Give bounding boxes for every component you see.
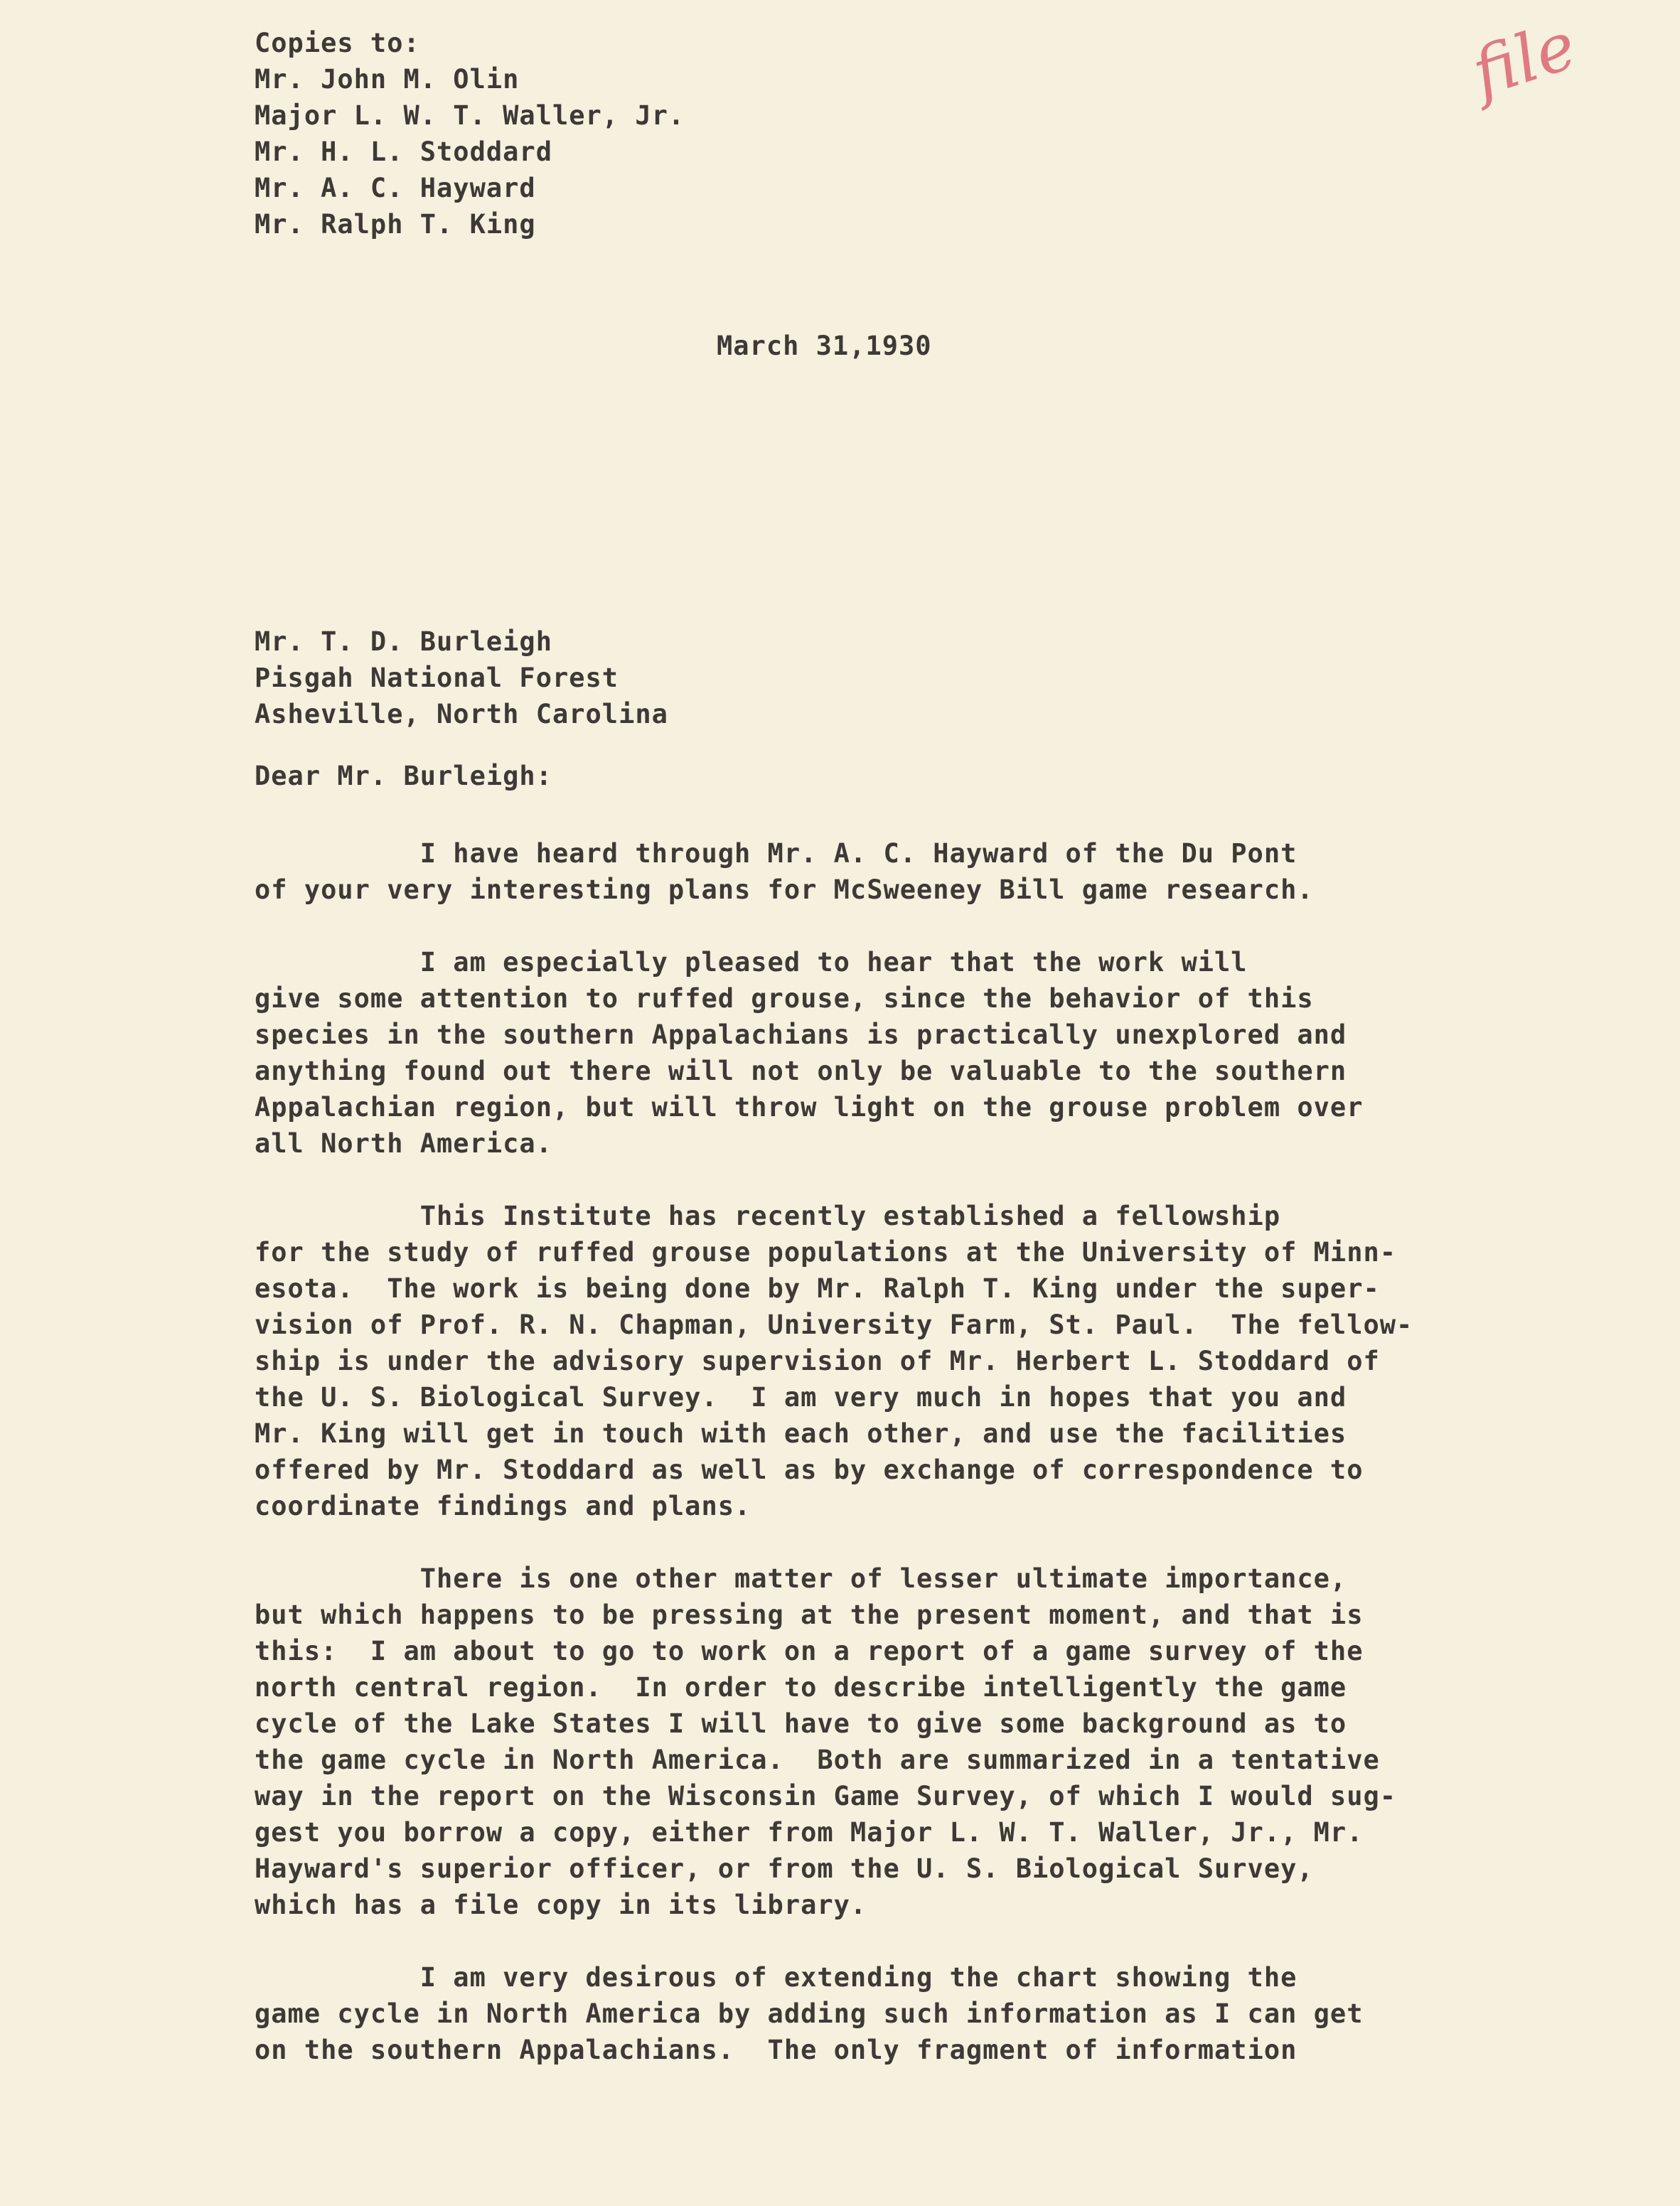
paragraph xyxy=(255,1959,1456,2068)
body-line: Appalachian region, but will throw light on the grouse problem over xyxy=(255,1092,1364,1123)
copies-recipient: Mr. Ralph T. King xyxy=(255,209,536,240)
body-line: I am very desirous of extending the chart showing the xyxy=(255,1962,1298,1993)
body-line: cycle of the Lake States I will have to give some background as to xyxy=(255,1708,1347,1739)
body-line: coordinate findings and plans. xyxy=(255,1491,751,1521)
body-line: offered by Mr. Stoddard as well as by exchange of correspondence to xyxy=(255,1455,1364,1485)
paragraph xyxy=(255,1198,1456,1524)
body-line: This Institute has recently established a fellowship xyxy=(255,1201,1281,1231)
copies-heading: Copies to: xyxy=(255,28,420,58)
copies-recipient: Major L. W. T. Waller, Jr. xyxy=(255,100,685,131)
paragraph xyxy=(255,1560,1456,1923)
paragraph xyxy=(255,944,1456,1162)
body-line: vision of Prof. R. N. Chapman, University Farm, St. Paul. The fellow- xyxy=(255,1310,1413,1340)
letter-date: March 31,1930 xyxy=(717,331,932,361)
addressee-line: Mr. T. D. Burleigh xyxy=(255,626,552,657)
body-line: which has a file copy in its library. xyxy=(255,1890,867,1920)
copies-recipient: Mr. A. C. Hayward xyxy=(255,173,536,203)
body-line: There is one other matter of lesser ultimate importance, xyxy=(255,1563,1347,1594)
body-line: gest you borrow a copy, either from Major L. W. T. Waller, Jr., Mr. xyxy=(255,1817,1364,1848)
body-line: species in the southern Appalachians is practically unexplored and xyxy=(255,1019,1347,1050)
body-line: this: I am about to go to work on a report of a game survey of the xyxy=(255,1636,1364,1666)
body-line: Hayward's superior officer, or from the U. S. Biological Survey, xyxy=(255,1853,1314,1884)
body-line: the U. S. Biological Survey. I am very much in hopes that you and xyxy=(255,1382,1347,1413)
body-line: the game cycle in North America. Both are summarized in a tentative xyxy=(255,1745,1380,1775)
body-line: I have heard through Mr. A. C. Hayward of the Du Pont xyxy=(255,838,1298,869)
body-line: way in the report on the Wisconsin Game Survey, of which I would sug- xyxy=(255,1781,1397,1811)
body-line: game cycle in North America by adding such information as I can get xyxy=(255,1998,1364,2029)
addressee-block xyxy=(255,623,668,732)
addressee-line: Pisgah National Forest xyxy=(255,663,619,693)
body-line: give some attention to ruffed grouse, since the behavior of this xyxy=(255,983,1314,1014)
body-line: on the southern Appalachians. The only fragment of information xyxy=(255,2035,1298,2065)
body-line: of your very interesting plans for McSweeney Bill game research. xyxy=(255,874,1314,905)
body-line: anything found out there will not only be valuable to the southern xyxy=(255,1056,1347,1086)
handwritten-file-note: file xyxy=(1463,7,1585,112)
copies-recipient: Mr. John M. Olin xyxy=(255,64,520,95)
letter-body xyxy=(255,835,1456,2104)
body-line: esota. The work is being done by Mr. Ralph T. King under the super- xyxy=(255,1273,1380,1304)
copies-recipient: Mr. H. L. Stoddard xyxy=(255,136,552,167)
body-line: for the study of ruffed grouse populations at the University of Minn- xyxy=(255,1237,1397,1268)
paragraph xyxy=(255,835,1456,908)
body-line: I am especially pleased to hear that the work will xyxy=(255,947,1248,978)
addressee-line: Asheville, North Carolina xyxy=(255,699,668,729)
body-line: all North America. xyxy=(255,1128,552,1159)
salutation: Dear Mr. Burleigh: xyxy=(255,761,552,791)
copies-to-block xyxy=(255,25,685,242)
body-line: Mr. King will get in touch with each other, and use the facilities xyxy=(255,1418,1347,1449)
body-line: north central region. In order to describe intelligently the game xyxy=(255,1672,1347,1703)
body-line: but which happens to be pressing at the present moment, and that is xyxy=(255,1600,1364,1630)
body-line: ship is under the advisory supervision of Mr. Herbert L. Stoddard of xyxy=(255,1346,1380,1376)
